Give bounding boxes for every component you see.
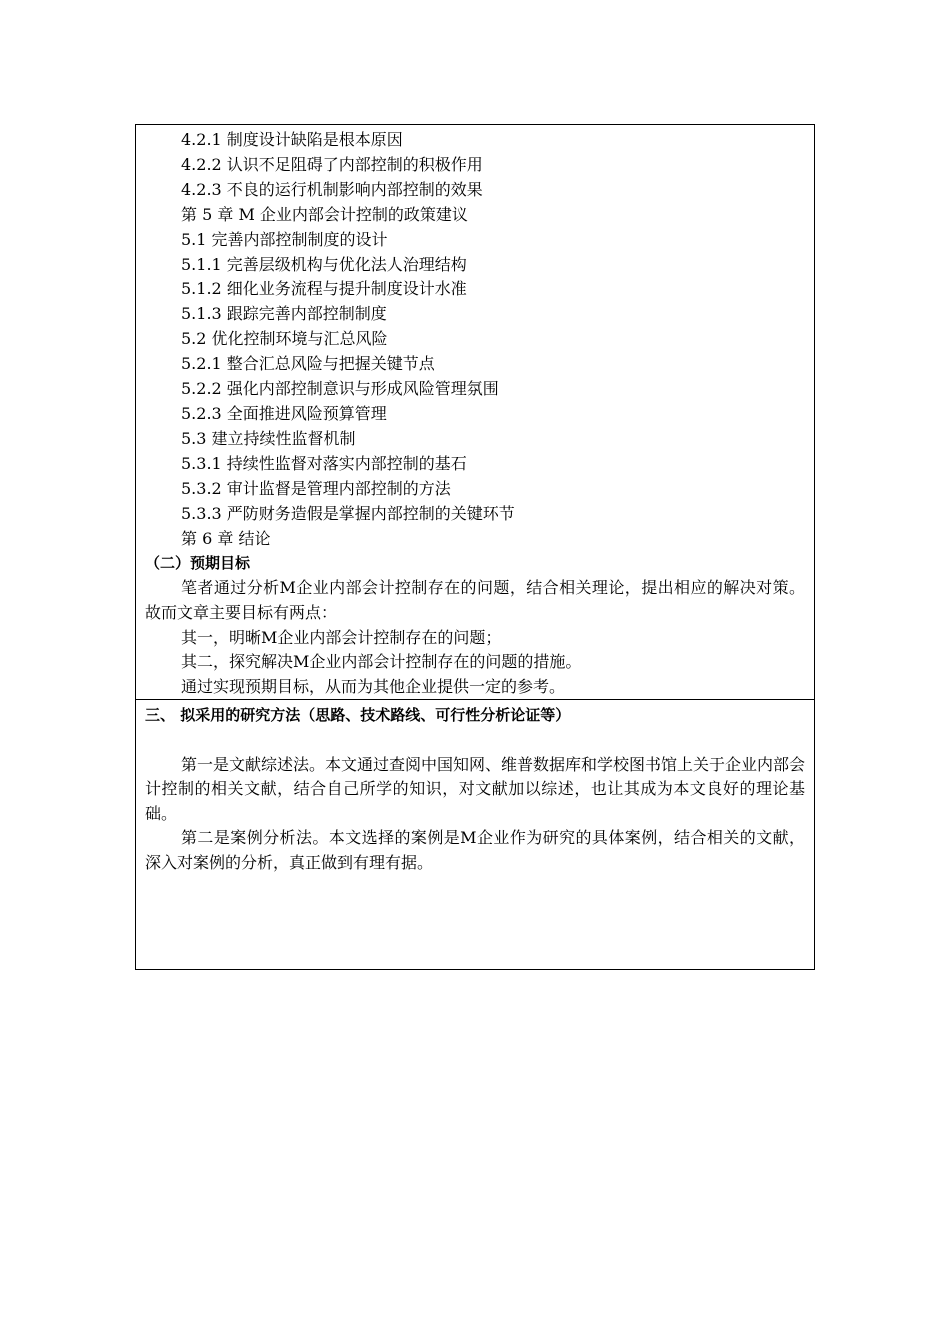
methods-heading: 三、 拟采用的研究方法（思路、技术路线、可行性分析论证等）	[145, 706, 571, 724]
expected-goals-heading: （二）预期目标	[145, 554, 251, 573]
outline-item: 5.2 优化控制环境与汇总风险	[181, 329, 388, 349]
proposal-table	[135, 124, 815, 970]
goals-paragraph: 笔者通过分析M企业内部会计控制存在的问题，结合相关理论，提出相应的解决对策。故而文章主要目标有两点：	[145, 578, 805, 622]
outline-item: 5.1.2 细化业务流程与提升制度设计水准	[181, 279, 467, 299]
outline-item: 5.3 建立持续性监督机制	[181, 428, 356, 448]
methods-cell	[136, 699, 814, 969]
outline-item: 5.1.3 跟踪完善内部控制制度	[181, 304, 387, 324]
outline-list	[145, 128, 805, 551]
goals-paragraph: 其二，探究解决M企业内部会计控制存在的问题的措施。	[181, 652, 582, 672]
methods-paragraph: 第一是文献综述法。本文通过查阅中国知网、维普数据库和学校图书馆上关于企业内部会计控制的相关文献，结合自己所学的知识，对文献加以综述，也让其成为本文良好的理论基础。	[145, 754, 806, 823]
outline-item: 第 5 章 M 企业内部会计控制的政策建议	[181, 204, 468, 224]
goals-paragraph: 通过实现预期目标，从而为其他企业提供一定的参考。	[181, 676, 566, 696]
outline-item: 5.1 完善内部控制制度的设计	[181, 229, 388, 249]
outline-item: 5.2.3 全面推进风险预算管理	[181, 403, 387, 423]
outline-item: 5.2.1 整合汇总风险与把握关键节点	[181, 354, 435, 374]
blank-line	[145, 728, 805, 753]
outline-item: 5.3.2 审计监督是管理内部控制的方法	[181, 478, 451, 498]
goals-paragraph: 其一，明晰M企业内部会计控制存在的问题；	[181, 627, 502, 647]
outline-item: 4.2.3 不良的运行机制影响内部控制的效果	[181, 179, 483, 199]
outline-item: 5.3.3 严防财务造假是掌握内部控制的关键环节	[181, 503, 515, 523]
outline-item: 4.2.2 认识不足阻碍了内部控制的积极作用	[181, 154, 483, 174]
outline-item: 5.3.1 持续性监督对落实内部控制的基石	[181, 453, 467, 473]
outline-item: 4.2.1 制度设计缺陷是根本原因	[181, 130, 403, 149]
methods-paragraph: 第二是案例分析法。本文选择的案例是M企业作为研究的具体案例，结合相关的文献，深入对案例的分析，真正做到有理有据。	[145, 828, 805, 872]
outline-item: 5.1.1 完善层级机构与优化法人治理结构	[181, 254, 467, 274]
outline-item: 第 6 章 结论	[181, 528, 271, 548]
outline-item: 5.2.2 强化内部控制意识与形成风险管理氛围	[181, 379, 499, 399]
outline-goals-cell	[136, 125, 814, 699]
